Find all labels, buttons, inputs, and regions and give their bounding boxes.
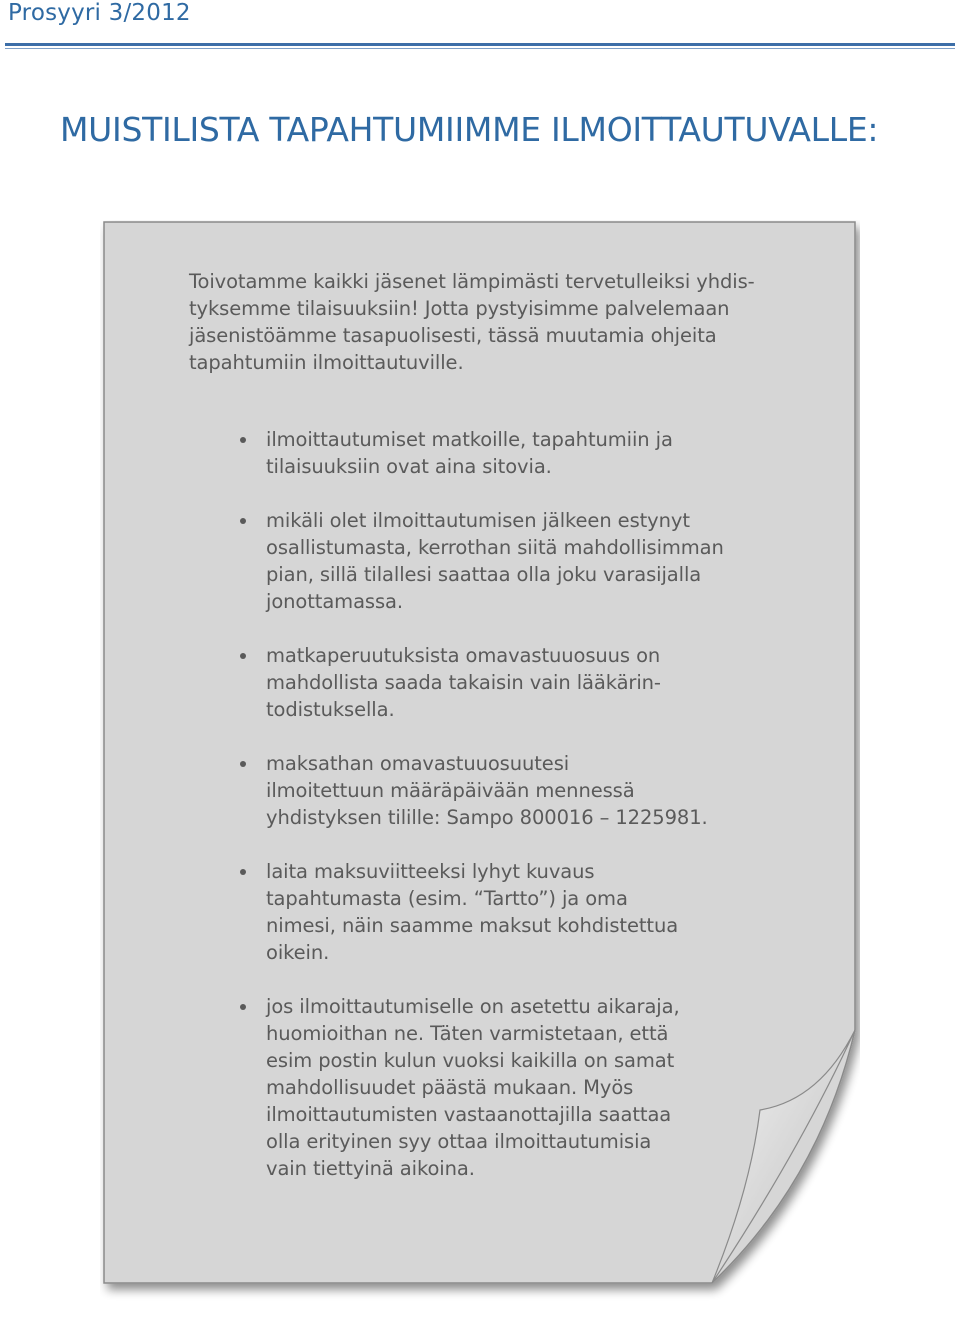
list-item-text: jos ilmoittautumiselle on asetettu aikaraja, huomioithan ne. Täten varmistetaan, että esim postin kulun vuoksi kaikilla on samat mahdollisuudet päästä mukaan. Myös ilmoittautumisten vastaanottajilla saattaa olla erityinen syy ottaa ilmoittautumisia vain tiettyinä aikoina. bbox=[266, 995, 680, 1180]
list-item bbox=[189, 750, 809, 831]
list-item bbox=[189, 642, 809, 723]
list-item bbox=[189, 993, 809, 1182]
list-item bbox=[189, 858, 809, 966]
list-item-text: laita maksuviitteeksi lyhyt kuvaus tapahtumasta (esim. “Tartto”) ja oma nimesi, näin saamme maksut kohdistettua oikein. bbox=[266, 860, 679, 964]
page-title: MUISTILISTA TAPAHTUMIIMME ILMOITTAUTUVALLE: bbox=[60, 110, 879, 149]
running-head: Prosyyri 3/2012 bbox=[8, 0, 191, 26]
list-item bbox=[189, 507, 809, 615]
list-item-text: ilmoittautumiset matkoille, tapahtumiin ja tilaisuuksiin ovat aina sitovia. bbox=[266, 428, 673, 478]
checklist bbox=[189, 426, 809, 1182]
bullet-icon bbox=[240, 653, 246, 659]
header-rule-thin bbox=[5, 48, 955, 49]
list-item bbox=[189, 426, 809, 480]
header-rule bbox=[5, 43, 955, 46]
note-sheet bbox=[100, 220, 860, 1320]
note-content bbox=[189, 268, 809, 1209]
bullet-icon bbox=[240, 518, 246, 524]
list-item-text: maksathan omavastuuosuutesi ilmoitettuun määräpäivään mennessä yhdistyksen tilille: Sampo 800016 – 1225981. bbox=[266, 752, 708, 829]
bullet-icon bbox=[240, 437, 246, 443]
bullet-icon bbox=[240, 869, 246, 875]
intro-paragraph: Toivotamme kaikki jäsenet lämpimästi tervetulleiksi yhdis- tyksemme tilaisuuksiin! Jotta pystyisimme palvelemaan jäsenistöämme tasapuolisesti, tässä muutamia ohjeita tapahtumiin ilmoittautuville. bbox=[189, 270, 755, 374]
bullet-icon bbox=[240, 761, 246, 767]
list-item-text: matkaperuutuksista omavastuuosuus on mahdollista saada takaisin vain lääkärin- todistuksella. bbox=[266, 644, 661, 721]
list-item-text: mikäli olet ilmoittautumisen jälkeen estynyt osallistumasta, kerrothan siitä mahdollisimman pian, sillä tilallesi saattaa olla joku varasijalla jonottamassa. bbox=[266, 509, 724, 613]
bullet-icon bbox=[240, 1004, 246, 1010]
